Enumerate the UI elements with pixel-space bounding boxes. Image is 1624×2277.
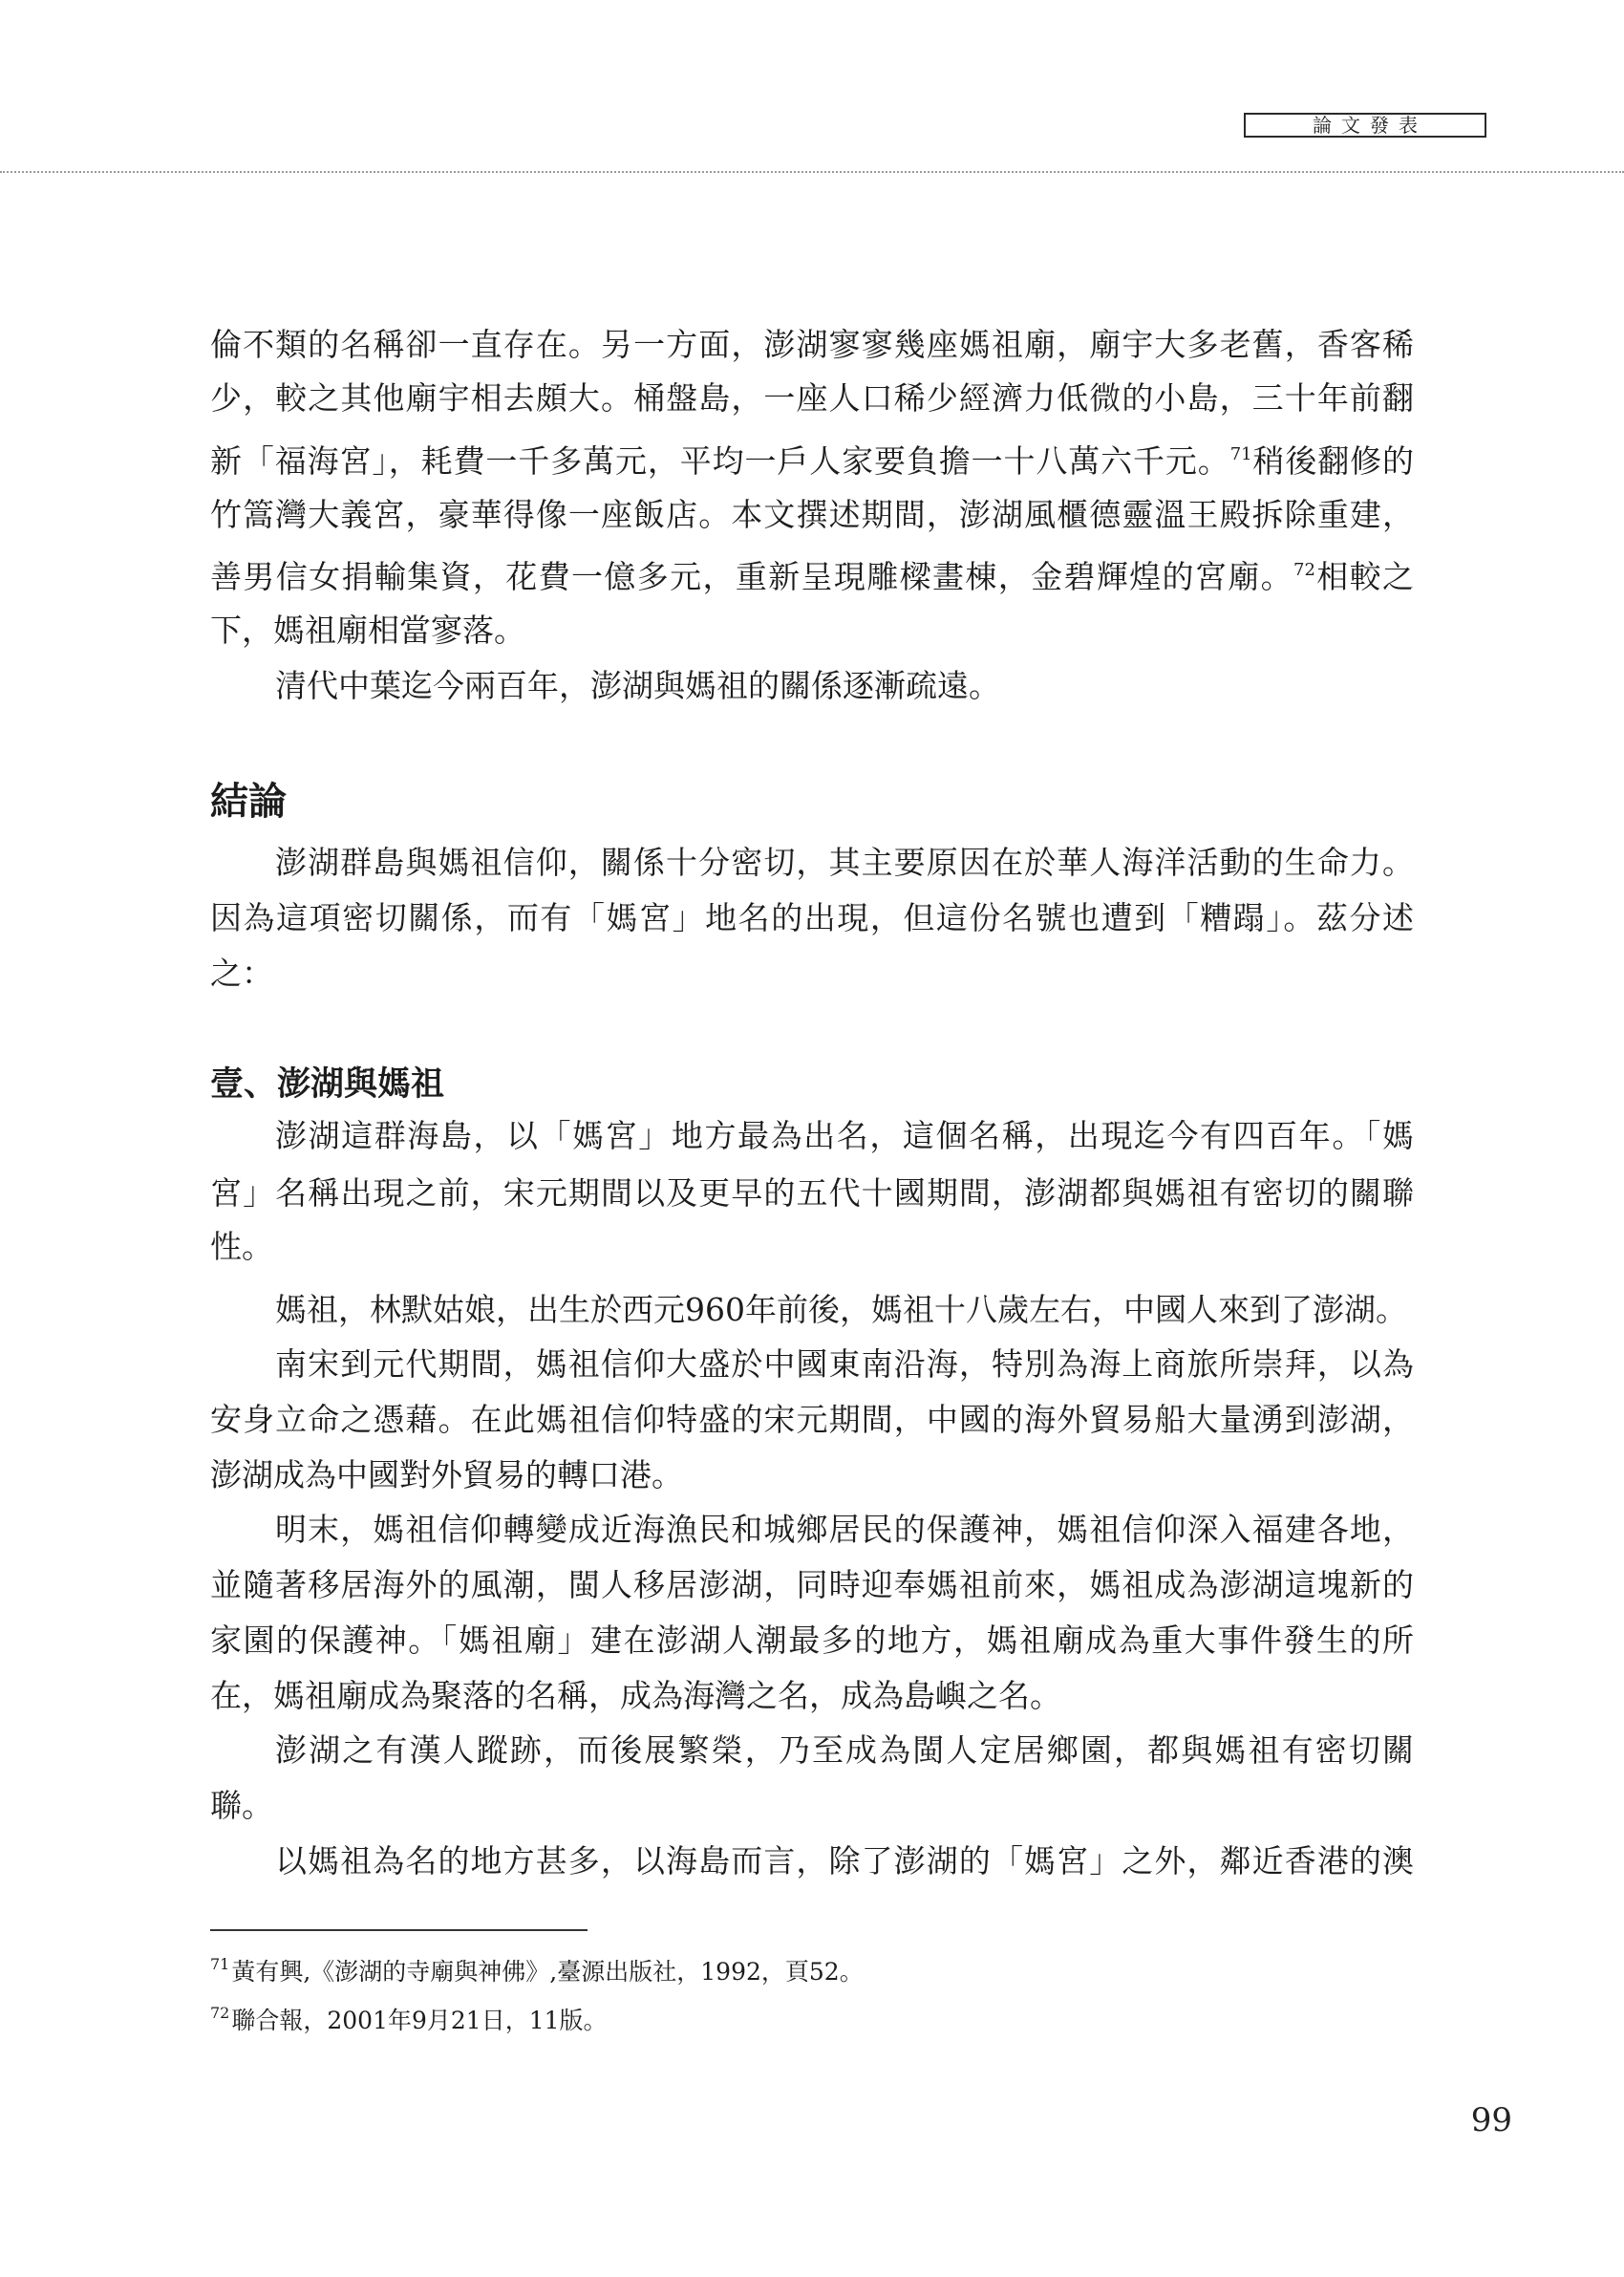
text-line — [210, 553, 1414, 601]
text-line: 少，較之其他廟宇相去頗大。桶盤島，一座人口稀少經濟力低微的小島，三十年前翻 — [210, 379, 1414, 417]
text-segment: 新「福海宮」，耗費一千多萬元，平均一戶人家要負擔一十八萬六千元。 — [210, 442, 1230, 480]
text-line: 媽祖，林默姑娘，出生於西元960年前後，媽祖十八歲左右，中國人來到了澎湖。 — [275, 1291, 1407, 1328]
text-line: 因為這項密切關係，而有「媽宮」地名的出現，但這份名號也遭到「糟蹋」。茲分述 — [210, 899, 1414, 936]
text-segment: 稍後翻修的 — [1251, 442, 1415, 480]
text-line: 宮」名稱出現之前，宋元期間以及更早的五代十國期間，澎湖都與媽祖有密切的關聯 — [210, 1174, 1414, 1212]
footnote-text: 黃有興,《澎湖的寺廟與神佛》,臺源出版社，1992，頁52。 — [231, 1958, 864, 1986]
text-line: 澎湖之有漢人蹤跡，而後展繁榮，乃至成為閩人定居鄉園，都與媽祖有密切關 — [275, 1731, 1414, 1769]
text-line: 澎湖成為中國對外貿易的轉口港。 — [210, 1456, 683, 1493]
text-line: 明末，媽祖信仰轉變成近海漁民和城鄉居民的保護神，媽祖信仰深入福建各地， — [275, 1511, 1414, 1548]
footnote — [210, 2004, 608, 2038]
text-line: 澎湖群島與媽祖信仰，關係十分密切，其主要原因在於華人海洋活動的生命力。 — [275, 844, 1414, 881]
text-segment: 相較之 — [1314, 558, 1415, 595]
footnote — [210, 1955, 864, 1989]
text-line: 聯。 — [210, 1787, 273, 1824]
footnote-number: 71 — [210, 1955, 230, 1973]
footnote-number: 72 — [210, 2004, 230, 2022]
page-number: 99 — [1470, 2101, 1512, 2139]
header-dotted-rule — [0, 171, 1624, 173]
text-line — [210, 438, 1414, 485]
footnote-rule — [210, 1929, 588, 1931]
text-line: 澎湖這群海島，以「媽宮」地方最為出名，這個名稱，出現迄今有四百年。「媽 — [275, 1117, 1414, 1154]
text-line: 之： — [210, 955, 273, 992]
footnote-text: 聯合報，2001年9月21日，11版。 — [231, 2007, 608, 2034]
subsection-heading: 壹、澎湖與媽祖 — [210, 1065, 445, 1104]
text-line: 並隨著移居海外的風潮，閩人移居澎湖，同時迎奉媽祖前來，媽祖成為澎湖這塊新的 — [210, 1566, 1414, 1603]
footnote-reference: 72 — [1293, 560, 1315, 580]
running-header: 論文發表 — [1244, 113, 1486, 138]
text-line: 清代中葉迄今兩百年，澎湖與媽祖的關係逐漸疏遠。 — [275, 667, 1000, 704]
text-line: 南宋到元代期間，媽祖信仰大盛於中國東南沿海，特別為海上商旅所崇拜，以為 — [275, 1345, 1414, 1383]
footnote-reference: 71 — [1229, 444, 1252, 464]
text-segment: 善男信女捐輸集資，花費一億多元，重新呈現雕樑畫棟，金碧輝煌的宮廟。 — [210, 558, 1294, 595]
text-line: 竹篙灣大義宮，豪華得像一座飯店。本文撰述期間，澎湖風櫃德靈溫王殿拆除重建， — [210, 496, 1414, 533]
text-line: 性。 — [210, 1228, 273, 1265]
text-line: 下，媽祖廟相當寥落。 — [210, 612, 525, 649]
text-line: 在，媽祖廟成為聚落的名稱，成為海灣之名，成為島嶼之名。 — [210, 1677, 1061, 1714]
text-line: 以媽祖為名的地方甚多，以海島而言，除了澎湖的「媽宮」之外，鄰近香港的澳 — [275, 1842, 1414, 1880]
text-line: 家園的保護神。「媽祖廟」建在澎湖人潮最多的地方，媽祖廟成為重大事件發生的所 — [210, 1622, 1414, 1659]
text-line: 倫不類的名稱卻一直存在。另一方面，澎湖寥寥幾座媽祖廟，廟宇大多老舊，香客稀 — [210, 326, 1414, 363]
section-heading: 結論 — [210, 780, 287, 824]
text-line: 安身立命之憑藉。在此媽祖信仰特盛的宋元期間，中國的海外貿易船大量湧到澎湖， — [210, 1401, 1414, 1438]
